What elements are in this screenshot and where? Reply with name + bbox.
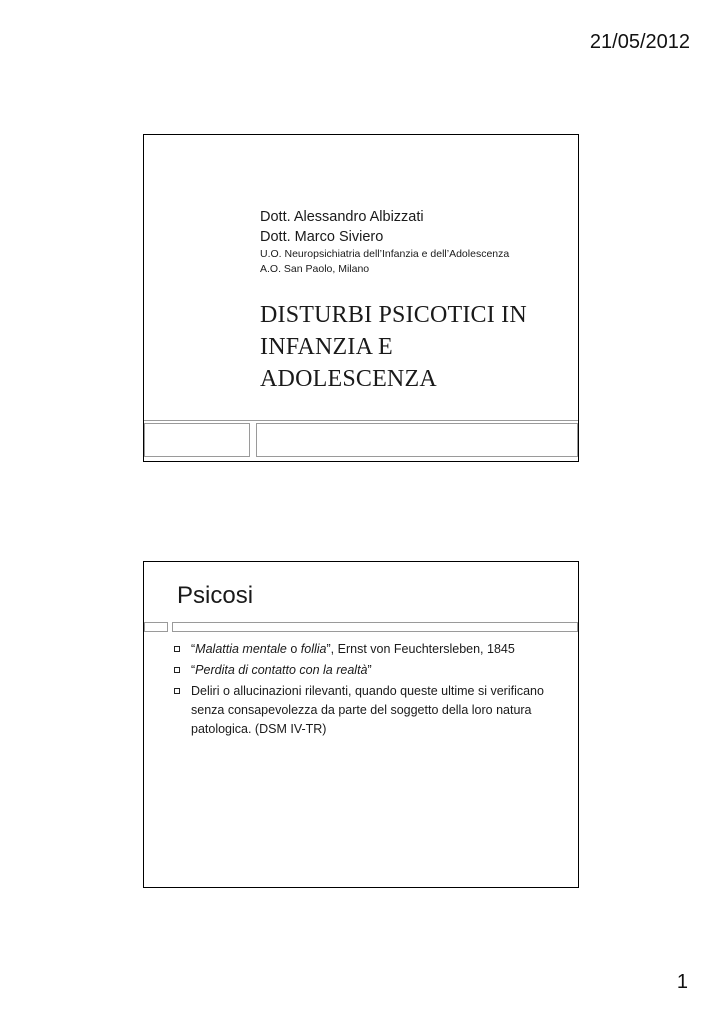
title-rule-right (172, 622, 578, 632)
italic-term: follia (300, 642, 327, 656)
quote-mark: “ (191, 642, 196, 656)
title-line: ADOLESCENZA (260, 366, 437, 392)
bullet-list (174, 640, 564, 741)
bullet-item (174, 682, 564, 739)
slide-title: Psicosi (177, 582, 254, 609)
title-line: INFANZIA E (260, 334, 393, 360)
affiliation-unit: U.O. Neuropsichiatria dell’Infanzia e dell’Adolescenza (260, 248, 510, 260)
italic-term: Perdita di contatto con la realtà (195, 663, 368, 677)
italic-term: Malattia mentale (195, 642, 287, 656)
author-name: Dott. Marco Siviero (260, 229, 384, 245)
footer-box-left (144, 423, 250, 457)
bullet-text: Deliri o allucinazioni rilevanti, quando queste ultime si verificano senza consapevolezza da parte del soggetto della loro natura patologica. (DSM IV-TR) (191, 684, 544, 736)
footer-box-right (256, 423, 578, 457)
bullet-item (174, 661, 564, 680)
bullet-text: ”, Ernst von Feuchtersleben, 1845 (326, 642, 515, 656)
page-date: 21/05/2012 (589, 31, 690, 53)
content-slide (143, 561, 579, 888)
affiliation-hospital: A.O. San Paolo, Milano (260, 263, 370, 275)
page-number: 1 (676, 971, 688, 993)
square-bullet-icon (174, 646, 180, 652)
author-name: Dott. Alessandro Albizzati (260, 209, 424, 225)
title-rule-left (144, 622, 168, 632)
square-bullet-icon (174, 688, 180, 694)
bullet-text: o (286, 642, 301, 656)
slide-title (260, 299, 570, 395)
quote-mark: “ (191, 663, 196, 677)
title-line: DISTURBI PSICOTICI IN (260, 302, 527, 328)
title-slide (143, 134, 579, 462)
quote-mark: ” (367, 663, 372, 677)
footer-divider (144, 420, 578, 421)
bullet-item (174, 640, 564, 659)
author-block (260, 207, 570, 277)
square-bullet-icon (174, 667, 180, 673)
